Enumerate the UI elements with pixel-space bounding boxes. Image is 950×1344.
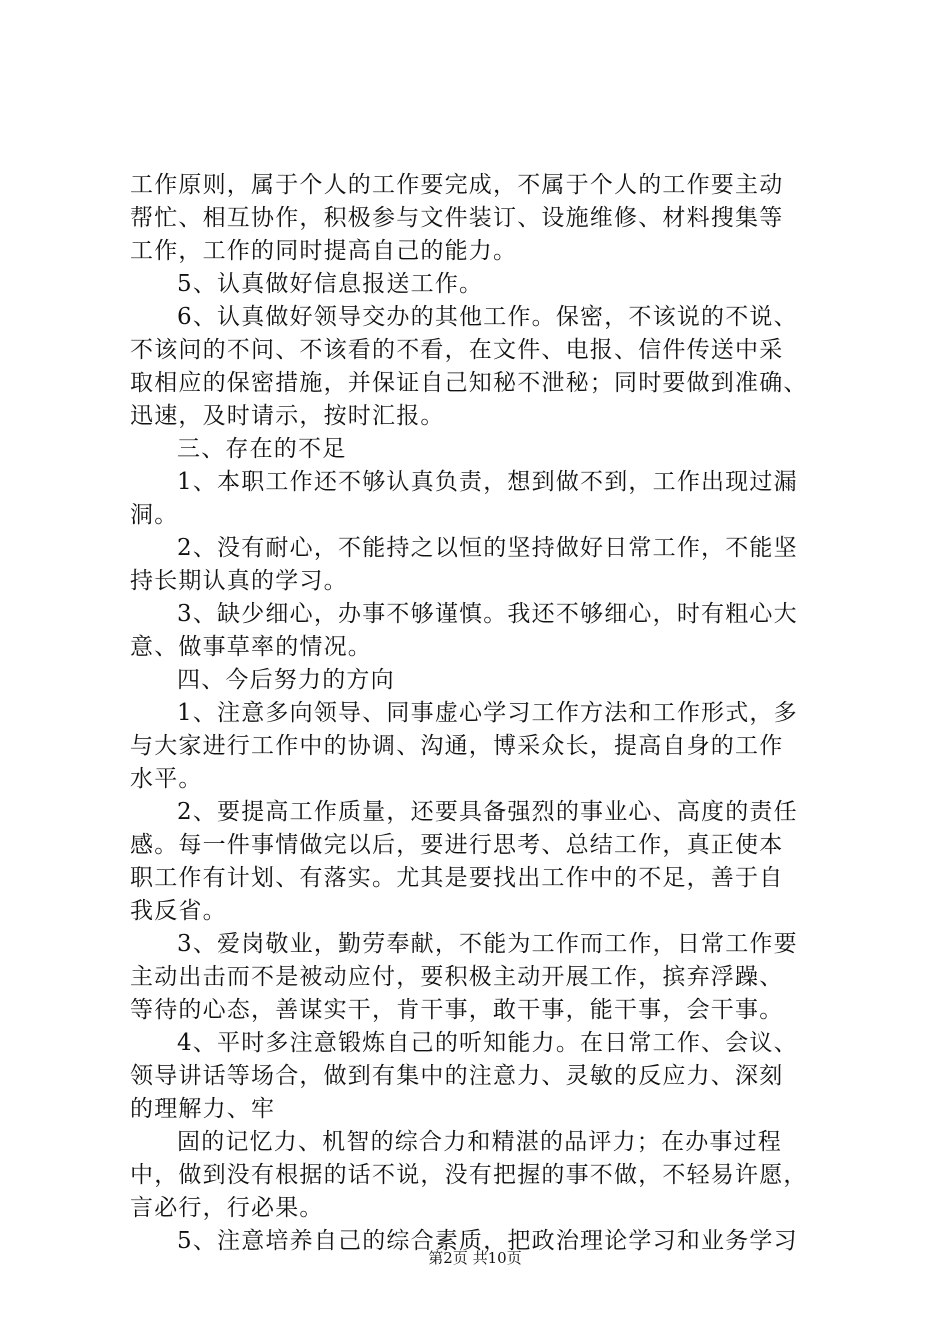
text-line: 水平。 bbox=[130, 766, 203, 792]
text-line: 1、本职工作还不够认真负责，想到做不到，工作出现过漏 bbox=[177, 469, 798, 495]
text-line: 感。每一件事情做完以后，要进行思考、总结工作，真正使本 bbox=[130, 832, 784, 858]
text-line: 迅速，及时请示，按时汇报。 bbox=[130, 403, 445, 429]
section-heading: 三、存在的不足 bbox=[177, 436, 347, 462]
text-line: 2、要提高工作质量，还要具备强烈的事业心、高度的责任 bbox=[177, 799, 798, 825]
text-line: 4、平时多注意锻炼自己的听知能力。在日常工作、会议、 bbox=[177, 1030, 798, 1056]
text-line: 我反省。 bbox=[130, 898, 227, 924]
text-line: 1、注意多向领导、同事虚心学习工作方法和工作形式，多 bbox=[177, 700, 798, 726]
text-line: 取相应的保密措施，并保证自己知秘不泄秘；同时要做到准确、 bbox=[130, 370, 808, 396]
text-line: 5、认真做好信息报送工作。 bbox=[177, 271, 484, 297]
section-heading: 四、今后努力的方向 bbox=[177, 667, 395, 693]
text-line: 工作原则，属于个人的工作要完成，不属于个人的工作要主动 bbox=[130, 172, 784, 198]
text-line: 不该问的不问、不该看的不看，在文件、电报、信件传送中采 bbox=[130, 337, 784, 363]
text-line: 的理解力、牢 bbox=[130, 1096, 276, 1122]
text-line: 洞。 bbox=[130, 502, 179, 528]
text-line: 持长期认真的学习。 bbox=[130, 568, 348, 594]
text-line: 5、注意培养自己的综合素质，把政治理论学习和业务学习 bbox=[177, 1228, 798, 1254]
text-line: 3、缺少细心，办事不够谨慎。我还不够细心，时有粗心大 bbox=[177, 601, 798, 627]
text-line: 言必行，行必果。 bbox=[130, 1195, 324, 1221]
text-line: 3、爱岗敬业，勤劳奉献，不能为工作而工作，日常工作要 bbox=[177, 931, 798, 957]
text-line: 等待的心态，善谋实干，肯干事，敢干事，能干事，会干事。 bbox=[130, 997, 784, 1023]
text-line: 固的记忆力、机智的综合力和精湛的品评力；在办事过程 bbox=[177, 1129, 782, 1155]
text-line: 意、做事草率的情况。 bbox=[130, 634, 372, 660]
text-line: 主动出击而不是被动应付，要积极主动开展工作，摈弃浮躁、 bbox=[130, 964, 784, 990]
text-line: 帮忙、相互协作，积极参与文件装订、设施维修、材料搜集等 bbox=[130, 205, 784, 231]
text-line: 职工作有计划、有落实。尤其是要找出工作中的不足，善于自 bbox=[130, 865, 784, 891]
text-line: 领导讲话等场合，做到有集中的注意力、灵敏的反应力、深刻 bbox=[130, 1063, 784, 1089]
page-indicator: 第2页 共10页 bbox=[428, 1249, 522, 1267]
text-line: 中，做到没有根据的话不说，没有把握的事不做，不轻易许愿， bbox=[130, 1162, 808, 1188]
text-line: 2、没有耐心，不能持之以恒的坚持做好日常工作，不能坚 bbox=[177, 535, 798, 561]
text-line: 6、认真做好领导交办的其他工作。保密，不该说的不说、 bbox=[177, 304, 798, 330]
text-line: 与大家进行工作中的协调、沟通，博采众长，提高自身的工作 bbox=[130, 733, 784, 759]
text-line: 工作，工作的同时提高自己的能力。 bbox=[130, 238, 518, 264]
